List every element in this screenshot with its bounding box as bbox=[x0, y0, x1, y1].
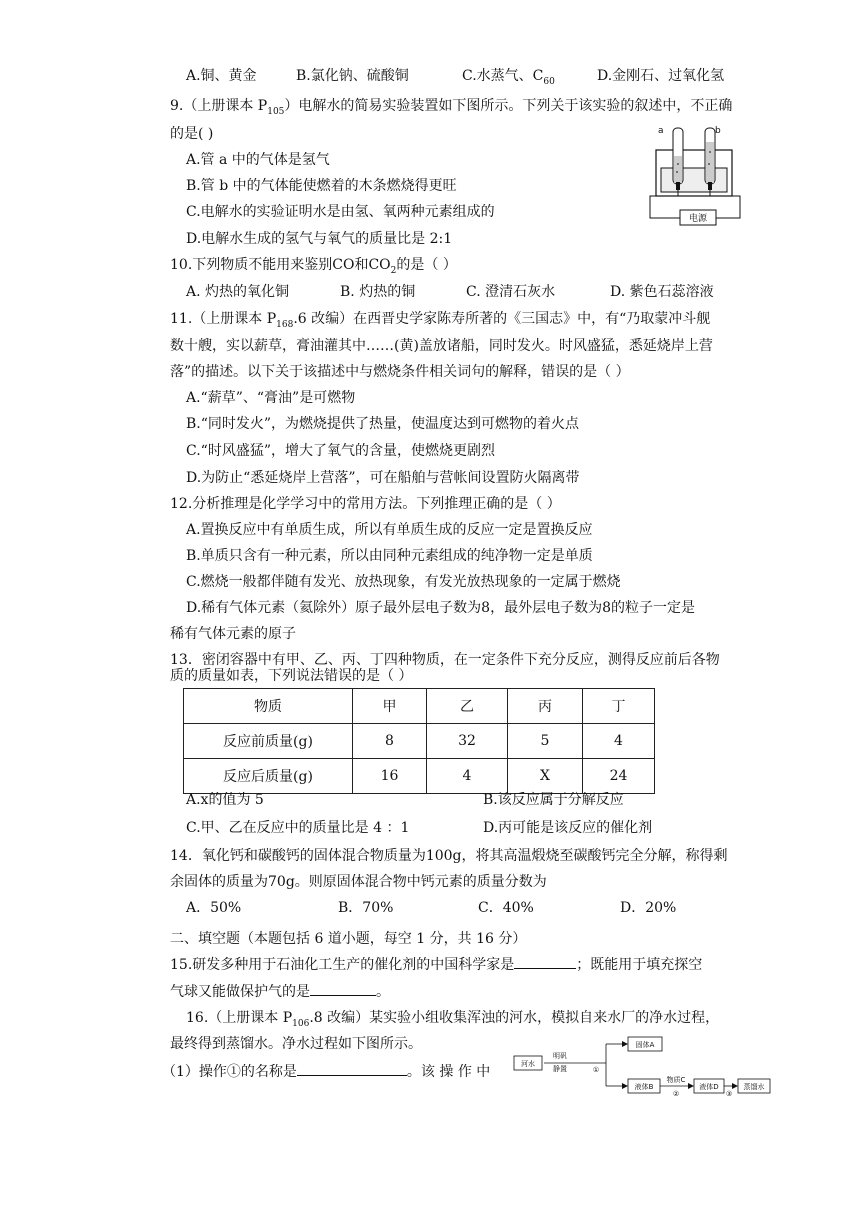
table-header-cell: 物质 bbox=[184, 689, 353, 724]
q14-stem-line2: 余固体的质量为70g。则原固体混合物中钙元素的质量分数为 bbox=[170, 874, 547, 890]
q8-option-a: A.铜、黄金 bbox=[186, 68, 257, 84]
electrolysis-apparatus-figure bbox=[640, 122, 750, 228]
water-purification-flow-diagram bbox=[510, 1036, 772, 1106]
table-cell: 16 bbox=[353, 759, 427, 794]
table-cell: 4 bbox=[427, 759, 508, 794]
q11-option-b: B.“同时发火”，为燃烧提供了热量，使温度达到可燃物的着火点 bbox=[186, 416, 580, 432]
q11-option-d: D.为防止“悉延烧岸上营落”，可在船舶与营帐间设置防火隔离带 bbox=[186, 470, 580, 486]
table-cell: 反应后质量(g) bbox=[184, 759, 353, 794]
q10-stem: 10.下列物质不能用来鉴别CO和$CO_2$的是（ ） bbox=[170, 257, 457, 276]
q16-stem-line1: 16.（上册课本 $P_{106}.8$ 改编）某实验小组收集浑浊的河水，模拟自来水厂的净水过程， bbox=[186, 1010, 720, 1029]
q13-option-b: B.该反应属于分解反应 bbox=[483, 792, 624, 808]
flow-settle-label: 静置 bbox=[553, 1065, 567, 1073]
q16-stem-line2: 最终得到蒸馏水。净水过程如下图所示。 bbox=[170, 1036, 422, 1052]
flow-alum-label: 明矾 bbox=[553, 1052, 567, 1060]
table-header-cell: 丁 bbox=[583, 689, 655, 724]
q14-option-a: A．50% bbox=[186, 900, 242, 916]
table-cell: 24 bbox=[583, 759, 655, 794]
q13-option-a: A.x的值为 5 bbox=[186, 792, 264, 808]
tube-a-label: a bbox=[658, 126, 664, 136]
flow-substance-c-label: 物质C bbox=[666, 1076, 686, 1084]
q10-option-b: B. 灼热的铜 bbox=[340, 284, 416, 300]
q10-option-a: A. 灼热的氧化铜 bbox=[186, 284, 290, 300]
table-row bbox=[184, 689, 655, 724]
table-cell: X bbox=[508, 759, 583, 794]
q12-option-b: B.单质只含有一种元素，所以由同种元素组成的纯净物一定是单质 bbox=[186, 548, 593, 564]
q15-line1: 15.研发多种用于石油化工生产的催化剂的中国科学家是 ；既能用于填充探空 bbox=[170, 957, 703, 973]
q15-blank-1[interactable] bbox=[514, 968, 576, 969]
q16-sub1: （1）操作①的名称是 。该 操 作 中 bbox=[162, 1064, 491, 1080]
q14-option-c: C．40% bbox=[478, 900, 534, 916]
q15-line2: 气球又能做保护气的是 。 bbox=[170, 984, 390, 1000]
table-cell: 5 bbox=[508, 724, 583, 759]
q14-stem-line1: 14．氧化钙和碳酸钙的固体混合物质量为100g，将其高温煅烧至碳酸钙完全分解，称得剩 bbox=[170, 848, 728, 864]
q10-option-c: C. 澄清石灰水 bbox=[466, 284, 556, 300]
q8-option-b: B.氯化钠、硫酸铜 bbox=[296, 68, 409, 84]
q13-option-d: D.丙可能是该反应的催化剂 bbox=[483, 820, 653, 836]
q12-option-c: C.燃烧一般都伴随有发光、放热现象，有发光放热现象的一定属于燃烧 bbox=[186, 574, 621, 590]
q9-option-a: A.管 a 中的气体是氢气 bbox=[186, 152, 330, 168]
table-cell: 反应前质量(g) bbox=[184, 724, 353, 759]
power-supply-label: 电源 bbox=[688, 214, 708, 224]
table-cell: 32 bbox=[427, 724, 508, 759]
q11-option-c: C.“时风盛猛”，增大了氧气的含量，使燃烧更剧烈 bbox=[186, 443, 495, 459]
q8-option-d: D.金刚石、过氧化氢 bbox=[597, 68, 725, 84]
q11-option-a: A.“薪草”、“膏油”是可燃物 bbox=[186, 390, 356, 406]
flow-solid-a-label: 固体A bbox=[635, 1041, 655, 1049]
mass-table bbox=[183, 688, 655, 794]
table-cell: 4 bbox=[583, 724, 655, 759]
q9-option-c: C.电解水的实验证明水是由氢、氧两种元素组成的 bbox=[186, 204, 495, 220]
q9-option-b: B.管 b 中的气体能使燃着的木条燃烧得更旺 bbox=[186, 178, 457, 194]
q11-stem-line3: 落”的描述。以下关于该描述中与燃烧条件相关词句的解释，错误的是（ ） bbox=[170, 364, 630, 380]
q15-blank-2[interactable] bbox=[310, 995, 376, 996]
q9-option-d: D.电解水生成的氢气与氧气的质量比是 2:1 bbox=[186, 231, 453, 247]
q13-stem-line1: 13．密闭容器中有甲、乙、丙、丁四种物质，在一定条件下充分反应，测得反应前后各物 bbox=[170, 652, 720, 668]
q11-stem-line1: 11.（上册课本 $P_{168}.6$ 改编）在西晋史学家陈寿所著的《三国志》中，有“乃取蒙冲斗舰 bbox=[170, 311, 711, 330]
section-2-title: 二、填空题（本题包括 6 道小题，每空 1 分，共 16 分） bbox=[170, 931, 527, 947]
q12-option-a: A.置换反应中有单质生成，所以有单质生成的反应一定是置换反应 bbox=[186, 522, 593, 538]
table-row bbox=[184, 724, 655, 759]
table-header-cell: 乙 bbox=[427, 689, 508, 724]
flow-liquid-d-label: 液体D bbox=[699, 1083, 719, 1091]
table-cell: 8 bbox=[353, 724, 427, 759]
table-row bbox=[184, 759, 655, 794]
tube-b-label: b bbox=[715, 126, 721, 136]
table-header-cell: 丙 bbox=[508, 689, 583, 724]
flow-river-label: 河水 bbox=[521, 1060, 535, 1068]
flow-distilled-water-label: 蒸馏水 bbox=[743, 1083, 765, 1091]
flow-step-1-label: ① bbox=[592, 1066, 600, 1074]
q12-stem: 12.分析推理是化学学习中的常用方法。下列推理正确的是（ ） bbox=[170, 496, 561, 512]
q9-stem: 9.（上册课本 $P_{105}$）电解水的简易实验装置如下图所示。下列关于该实验的叙述中，不正确 bbox=[170, 98, 733, 117]
flow-liquid-b-label: 液体B bbox=[634, 1083, 654, 1091]
q12-option-d-continued: 稀有气体元素的原子 bbox=[170, 626, 296, 642]
q14-option-d: D．20% bbox=[620, 900, 677, 916]
q13-option-c: C.甲、乙在反应中的质量比是 4 ：1 bbox=[186, 820, 410, 836]
flow-step-3-label: ③ bbox=[725, 1090, 733, 1098]
flow-step-2-label: ② bbox=[672, 1090, 680, 1098]
q12-option-d: D.稀有气体元素（氦除外）原子最外层电子数为8，最外层电子数为8的粒子一定是 bbox=[186, 600, 695, 616]
table-header-cell: 甲 bbox=[353, 689, 427, 724]
q14-option-b: B．70% bbox=[338, 900, 394, 916]
q9-stem-line2: 的是( ) bbox=[170, 126, 214, 142]
q16-blank-1[interactable] bbox=[297, 1075, 407, 1076]
q10-option-d: D. 紫色石蕊溶液 bbox=[610, 284, 714, 300]
q13-stem-line2: 质的质量如表，下列说法错误的是（ ） bbox=[170, 668, 413, 684]
q8-option-c: C.水蒸气、$C_{60}$ bbox=[462, 68, 555, 87]
q11-stem-line2: 数十艘，实以薪草，膏油灌其中……(黄)盖放诸船，同时发火。时风盛猛，悉延烧岸上营 bbox=[170, 338, 713, 354]
